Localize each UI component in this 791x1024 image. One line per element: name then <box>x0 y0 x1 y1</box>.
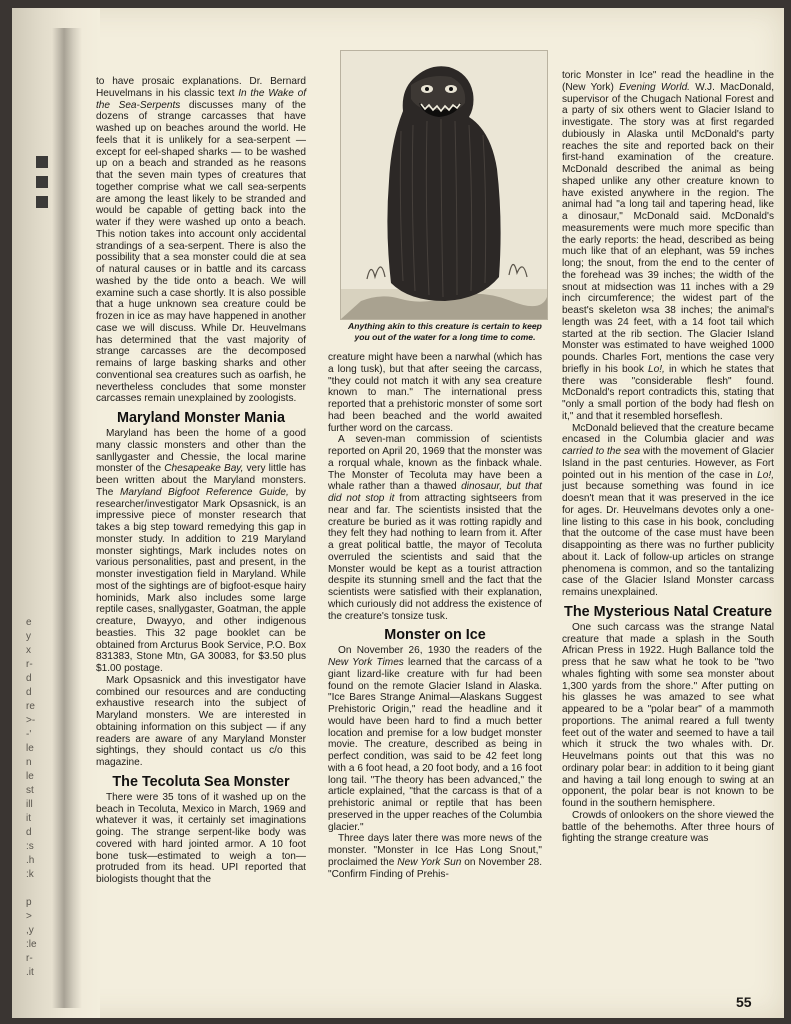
section-heading-ice: Monster on Ice <box>384 627 486 644</box>
column-middle <box>328 352 542 880</box>
facing-page-bleed-text: p > ,y :le r- .it <box>26 897 37 978</box>
paragraph: creature might have been a narwhal (which has a long tusk), but that after seeing the carcass, "they could not match it with any sea creature known to man." The international press reported that a prehistoric monster of some sort had been beached and the world awaited further word on the carcass. <box>328 352 542 434</box>
column-right <box>562 70 774 845</box>
hairy-creature-illustration <box>341 51 547 319</box>
creature-photo <box>340 50 548 320</box>
paragraph: Mark Opsasnick and this investigator have combined our resources and are conducting exhaustive research into the subject of Maryland monsters. We are interested in obtaining information on this subject — if any readers are aware of any Maryland Monster sightings, they should contact us c/o this magazine. <box>96 674 306 768</box>
paragraph: There were 35 tons of it washed up on the beach in Tecoluta, Mexico in March, 1969 and whatever it was, it certainly set imaginations going. The strange serpent-like body was covered with hard jointed armor. A 10 foot bone tusk—estimated to weigh a ton—protruded from its head. UPI reported that biologists thought that the <box>96 791 306 885</box>
paragraph: McDonald believed that the creature became encased in the Columbia glacier and was carried to the sea with the movement of Glacier Island in the past centuries. However, as Fort pointed out in his mention of the case in Lo!, just because something was found in ice doesn't mean that it was preserved in the ice for ages. Dr. Heuvelmans devotes only a one-line listing to this case in his book, concluding that the outcome of the case must have been disappointing as there was no further publicity about it. Lack of follow-up articles on strange phenomena is common, and so the tantalizing case of the Glacier Island Monster carcass remains unexplained. <box>562 422 774 598</box>
paragraph: A seven-man commission of scientists reported on April 20, 1969 that the monster was a rorqual whale, known as the finback whale. The Monster of Tecoluta may have been a whale rather than a thawed dinosaur, but that did not stop it from attracting sightseers from near and far. The scientists insisted that the creature be buried as it was rotting rapidly and they felt they had nothing to learn from it. After a great political battle, the mayor of Tecoluta overruled the scientists and said that the Monster would be kept as a tourist attraction despite its stunning smell and the fact that the scientists were satisfied with their explanation, which curiously did not address the existence of the creature's tonsize tusk. <box>328 434 543 622</box>
paragraph: One such carcass was the strange Natal creature that made a splash in the South African Press in 1922. Hugh Ballance told the press that he saw what he took to be "two whales fighting with some sea monster about 1,300 yards from the shore." After putting on his glasses he was amazed to see what appeared to be a "polar bear" of a mammoth proportions. The animal reared a full twenty feet out of the water and seemed to have a tail which it struck the two whales with. Dr. Heuvelmans points out that this was no ordinary polar bear: in addition to it being giant and having a tail long enough to swing at an opponent, the polar bear is not known to be found in the southern hemisphere. <box>562 621 774 809</box>
magazine-page <box>12 8 784 1018</box>
page-number: 55 <box>736 994 752 1010</box>
facing-page-bleed-text: le n le st ill it d :s .h :k <box>26 743 35 880</box>
page-binding-gutter <box>12 8 100 1018</box>
photo-caption: Anything akin to this creature is certain to keep you out of the water for a long time to come. <box>348 321 542 342</box>
registration-mark <box>36 156 48 168</box>
paragraph: to have prosaic explanations. Dr. Bernard Heuvelmans in his classic text In the Wake of the Sea-Serpents discusses many of the dozens of strange carcasses that have washed up on beaches around the world. He feels that it is unlikely for a sea-serpent — except for eel-shaped sharks — to be washed up on a beach and stranded as he reasons that the seven main types of creatures that together comprise what we call sea-serpents are among the least likely to be stranded and would be capable of getting back into the water if they were washed up onto a beach. This notion takes into account only accidental strandings of a sea-serpent. There is also the possibility that a sea monster could die at sea of natural causes or in battle and its carcass washed by the tide onto a beach. We will examine such a case shortly. It is also possible that a huge unknown sea creature could be frozen in ice as may have happened in another case we will discuss. While Dr. Heuvelmans has determined that the vast majority of strange carcasses are the decomposed remains of large basking sharks and other conventional sea creatures such as oarfish, he nevertheless concludes that some monster carcasses remain unexplained by zoologists. <box>96 76 306 405</box>
section-heading-tecoluta: The Tecoluta Sea Monster <box>112 773 290 790</box>
registration-mark <box>36 196 48 208</box>
paragraph: On November 26, 1930 the readers of the New York Times learned that the carcass of a giant lizard-like creature with fur had been found on the remote Glacier Island in Alaska. "Ice Bares Strange Animal—Alaskans Suggest Prehistoric Origin," read the headline and it would have been hard to find a much better location and premise for a low budget monster movie. The creature, described as being in perfect condition, was said to be 42 feet long with a 6 foot head, a 20 foot body, and a 16 foot long tail. "The theory has been advanced," the article explained, "that the carcass is that of a prehistoric animal or reptile that has been preserved in the upper reaches of the Columbia glacier." <box>328 645 542 833</box>
paragraph: toric Monster in Ice" read the headline in the (New York) Evening World. W.J. MacDonald, supervisor of the Chugach National Forest and a party of six others went to Glacier Island to investigate. The story was at first regarded dubiously in Alaska until McDonald's party reaches the site and reported back on their first-hand examination of the creature. McDonald described the animal as being shaped unlike any other creature known to have existed anywhere in the region. The animal had "a long tail and tapering head, like a dinosaur," McDonald said. McDonald's measurements were much more specific than the early reports: the head, described as being much like that of an elephant, was 59 inches long; the snout, from the end to the center of the forehead was 39 inches; the width of the snout at midsection was 11 inches with a 29 inch circumference; the widest part of the beast's skeleton wsa 38 inches; the animal's length was 24 feet, with a 14 foot tail which started at the rib section. The Glacier Island Monster was estimated to have weighed 1000 pounds. Charles Fort, mentions the case very briefly in his book Lo!, in which he states that there was "considerable flesh" found. McDonald's report contradicts this, stating that "only a small portion of the body had flesh on it," and that it resembled horseflesh. <box>562 70 775 422</box>
section-heading-maryland: Maryland Monster Mania <box>117 410 285 426</box>
section-heading-natal: The Mysterious Natal Creature <box>564 603 772 620</box>
paragraph: Maryland has been the home of a good many classic monsters and other than the sanllygaster and Chessie, the local marine monster of the Chesapeake Bay, very little has been written about the Maryland monsters. The Maryland Bigfoot Reference Guide, by researcher/investigator Mark Opsasnick, is an impressive piece of monster research that takes a big step toward remedying this gap in monster study. In addition to 219 Maryland monster sightings, Mark includes notes on various personalities, past and present, in the monster investigation field in Maryland. While most of the sightings are of bigfoot-esque hairy hominids, Mark also includes some large reptile cases, snallygaster, Goatman, the apple creature, Dwayyo, and other indigenous beasties. This 32 page booklet can be obtained from Arcturus Book Service, P.O. Box 831383, Stone Mtn, GA 30083, for $3.50 plus $1.00 postage. <box>96 428 306 674</box>
column-left <box>96 76 306 886</box>
paragraph: Crowds of onlookers on the shore viewed the battle of the behemoths. After three hours of fighting the strange creature was <box>562 809 774 845</box>
paragraph: Three days later there was more news of the monster. "Monster in Ice Has Long Snout," proclaimed the New York Sun on November 28. "Confirm Finding of Prehis- <box>328 833 542 880</box>
facing-page-bleed-text: e y x r- d d re >- -' <box>26 617 36 740</box>
registration-mark <box>36 176 48 188</box>
